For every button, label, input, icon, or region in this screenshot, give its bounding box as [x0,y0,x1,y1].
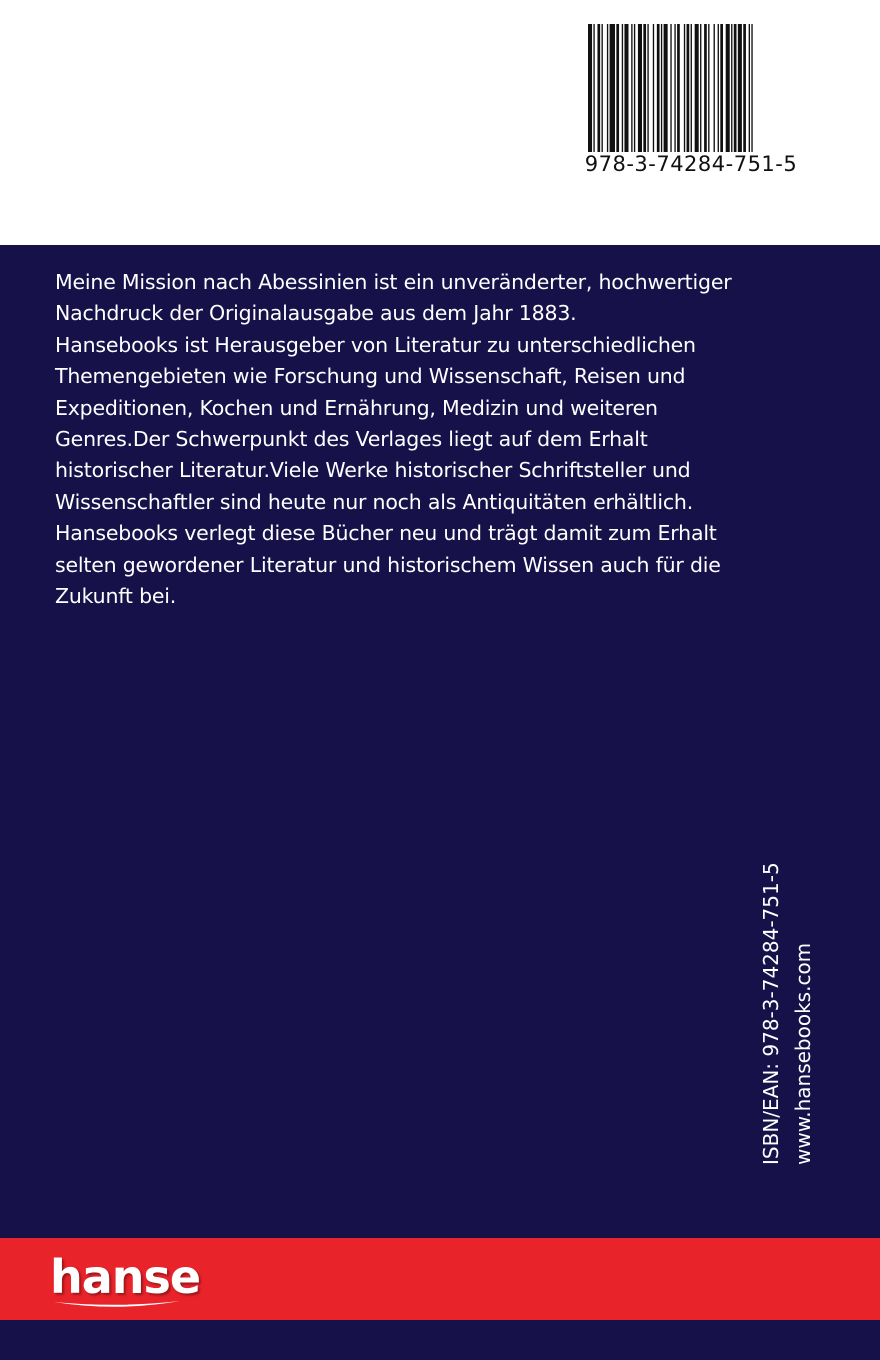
barcode-bar [664,24,668,152]
barcode-bar [677,24,680,152]
barcode-bar [687,24,690,152]
barcode-bar [638,24,642,152]
barcode-bar [708,24,709,152]
barcode-bar [749,24,750,152]
barcode-bar [700,24,701,152]
description-line: Themengebieten wie Forschung und Wissenschaft, Reisen und [55,364,686,389]
spine-info [755,835,825,1165]
barcode-bar [674,24,675,152]
barcode-bar [718,24,719,152]
barcode-bar [743,24,746,152]
barcode-bar [624,24,628,152]
barcode-bar [616,24,619,152]
barcode-bar [670,24,671,152]
hanse-logo: hanse [50,1250,201,1304]
bottom-strip [0,1320,880,1360]
barcode-bar [653,24,654,152]
barcode-bar [751,24,752,152]
barcode-bar [657,24,660,152]
barcode-area [0,0,880,245]
barcode-bar [714,24,715,152]
website-label: www.hansebooks.com [791,942,815,1165]
barcode-number: 978-3-74284-751-5 [584,152,798,176]
barcode-bar [607,24,608,152]
isbn-label: ISBN/EAN: 978-3-74284-751-5 [759,862,783,1165]
description-line: Expeditionen, Kochen und Ernährung, Medizin und weiteren [55,395,658,420]
barcode-bar [631,24,632,152]
description-line: Genres.Der Schwerpunkt des Verlages liegt auf dem Erhalt [55,427,648,452]
barcode-bar [647,24,648,152]
barcode-bar [720,24,723,152]
barcode-bar [734,24,737,152]
barcode-bar [695,24,699,152]
barcode-bar [661,24,662,152]
barcode-bar [588,24,592,152]
description-line: selten gewordener Literatur und historischem Wissen auch für die [55,552,721,577]
barcode-image [588,24,796,152]
barcode-bar [602,24,603,152]
barcode-bar [593,24,594,152]
description-line: historischer Literatur.Viele Werke historischer Schriftsteller und [55,458,691,483]
logo-swoosh-icon [52,1298,182,1310]
barcode-bar [643,24,646,152]
description-line: Meine Mission nach Abessinien ist ein unveränderter, hochwertiger [55,270,732,294]
barcode-bar [731,24,732,152]
barcode-bar [597,24,600,152]
barcode-bar [622,24,623,152]
description-line: Hansebooks ist Herausgeber von Literatur zu unterschiedlichen [55,332,696,357]
barcode-bar [726,24,730,152]
description-line: Zukunft bei. [55,584,177,609]
barcode-bar [634,24,635,152]
description-line: Wissenschaftler sind heute nur noch als Antiquitäten erhältlich. [55,489,694,514]
description-line: Nachdruck der Originalausgabe aus dem Jahr 1883. [55,301,577,326]
barcode-bar [684,24,685,152]
book-description [55,267,815,612]
barcode-bar [738,24,742,152]
description-line: Hansebooks verlegt diese Bücher neu und trägt damit zum Erhalt [55,521,717,546]
barcode-bar [691,24,692,152]
back-cover-panel [0,245,880,1238]
barcode-bar [610,24,615,152]
barcode-bar [704,24,707,152]
